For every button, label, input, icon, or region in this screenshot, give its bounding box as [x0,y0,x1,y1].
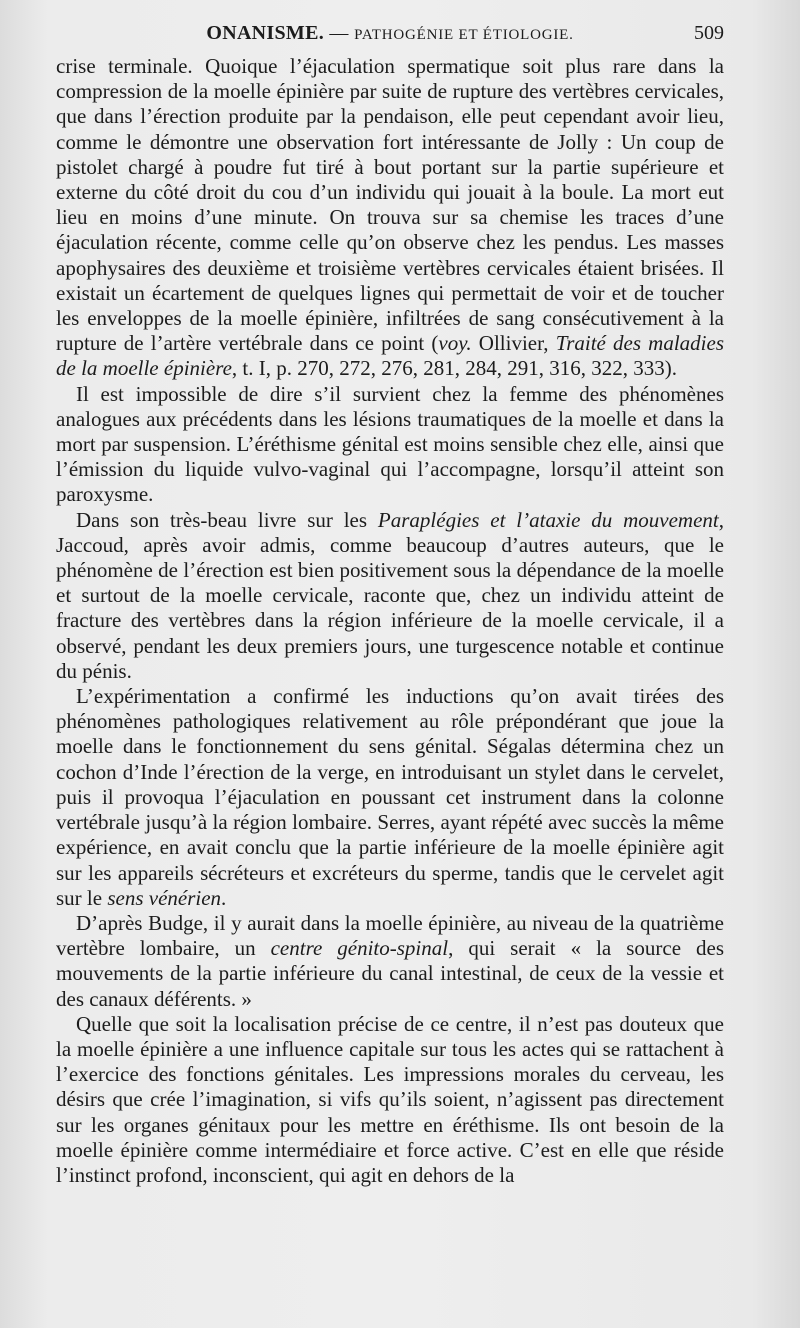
text-run: Ollivier, [471,331,556,356]
paragraph-3 [56,508,724,684]
body-text [56,54,724,1188]
page-header [56,22,724,52]
italic-run: centre génito-spinal [270,936,449,961]
paragraph-6 [56,1012,724,1188]
text-run: D’après Budge, il y aurait dans la moelle épinière, au niveau de la quatrième vertèbre lombaire, un [56,910,724,961]
text-run: Il est impossible de dire s’il survient chez la femme des phénomènes analogues aux précédents dans les lésions traumatiques de la moelle et dans la mort par suspension. L’éréthisme génital est moins sensible chez elle, ainsi que l’émission du liquide vulvo-vaginal qui l’accompagne, lorsqu’il atteint son paroxysme. [56,381,724,507]
text-run: , Jaccoud, après avoir admis, comme beaucoup d’autres auteurs, que le phénomène de l’érection est bien positivement sous la dépendance de la moelle et surtout de la moelle cervicale, raconte que, chez un individu atteint de fracture des vertèbres dans la région inférieure de la moelle cervicale, il a observé, pendant les deux premiers jours, une turgescence notable et continue du pénis. [56,507,725,683]
italic-run: voy. [438,331,472,356]
text-run: , qui serait « la source des mouvements de la partie inférieure du canal intestinal, de ceux de la vessie et des canaux déférents. » [56,936,724,1011]
running-head-subtitle: PATHOGÉNIE ET ÉTIOLOGIE. [354,27,574,43]
running-head-title: ONANISME. [206,22,325,44]
text-run: crise terminale. Quoique l’éjaculation spermatique soit plus rare dans la compression de la moelle épinière par suite de rupture des vertèbres cervicales, que dans l’érection produite par la pendaison, elle peut cependant avoir lieu, comme le démontre une observation fort intéressante de Jolly : Un coup de pistolet chargé à poudre fut tiré à bout portant sur la partie supérieure et externe du côté droit du cou d’un individu qui jouait à la boule. La mort eut lieu en moins d’une minute. On trouva sur sa chemise les traces d’une éjaculation récente, comme celle qu’on observe chez les pendus. Les masses apophysaires des deuxième et troisième vertèbres cervicales étaient brisées. Il existait un écartement de quelques lignes qui permettait de voir et de toucher les enveloppes de la moelle épinière, infiltrées de sang consécutivement à la rupture de l’artère vertébrale dans ce point ( [56,54,724,356]
paragraph-4 [56,684,724,911]
paragraph-1 [56,54,724,382]
text-run: Dans son très-beau livre sur les [76,507,378,532]
text-run: Quelle que soit la localisation précise de ce centre, il n’est pas douteux que la moelle épinière a une influence capitale sur tous les actes qui se rattachent à l’exercice des fonctions génitales. Les impressions morales du cerveau, les désirs que crée l’imagination, si vifs qu’ils soient, n’agissent pas directement sur les organes génitaux pour les mettre en éréthisme. Ils ont besoin de la moelle épinière comme intermédiaire et force active. C’est en elle que réside l’instinct profond, inconscient, qui agit en dehors de la [56,1011,724,1187]
running-head-separator: — [329,23,349,44]
text-run: . [221,885,227,910]
italic-run: Traité des maladies de la moelle épinière [56,331,725,381]
paragraph-5 [56,911,724,1012]
text-run: L’expérimentation a confirmé les inductions qu’on avait tirées des phénomènes pathologiques relativement au rôle prépondérant que joue la moelle dans le fonctionnement du sens génital. Ségalas détermina chez un cochon d’Inde l’érection de la verge, en introduisant un stylet dans le cervelet, puis il provoqua l’éjaculation en poussant cet instrument dans la colonne vertébrale jusqu’à la région lombaire. Serres, ayant répété avec succès la même expérience, en avait conclu que la partie inférieure de la moelle épinière agit sur les appareils sécréteurs et excréteurs du sperme, tandis que le cervelet agit sur le [56,684,724,910]
page-number: 509 [694,22,724,44]
italic-run: Paraplégies et l’ataxie du mouvement [377,507,719,532]
text-run: , t. I, p. 270, 272, 276, 281, 284, 291, 316, 322, 333). [231,356,677,381]
paragraph-2 [56,382,724,508]
running-head [56,22,724,45]
italic-run: sens vénérien [107,885,222,910]
